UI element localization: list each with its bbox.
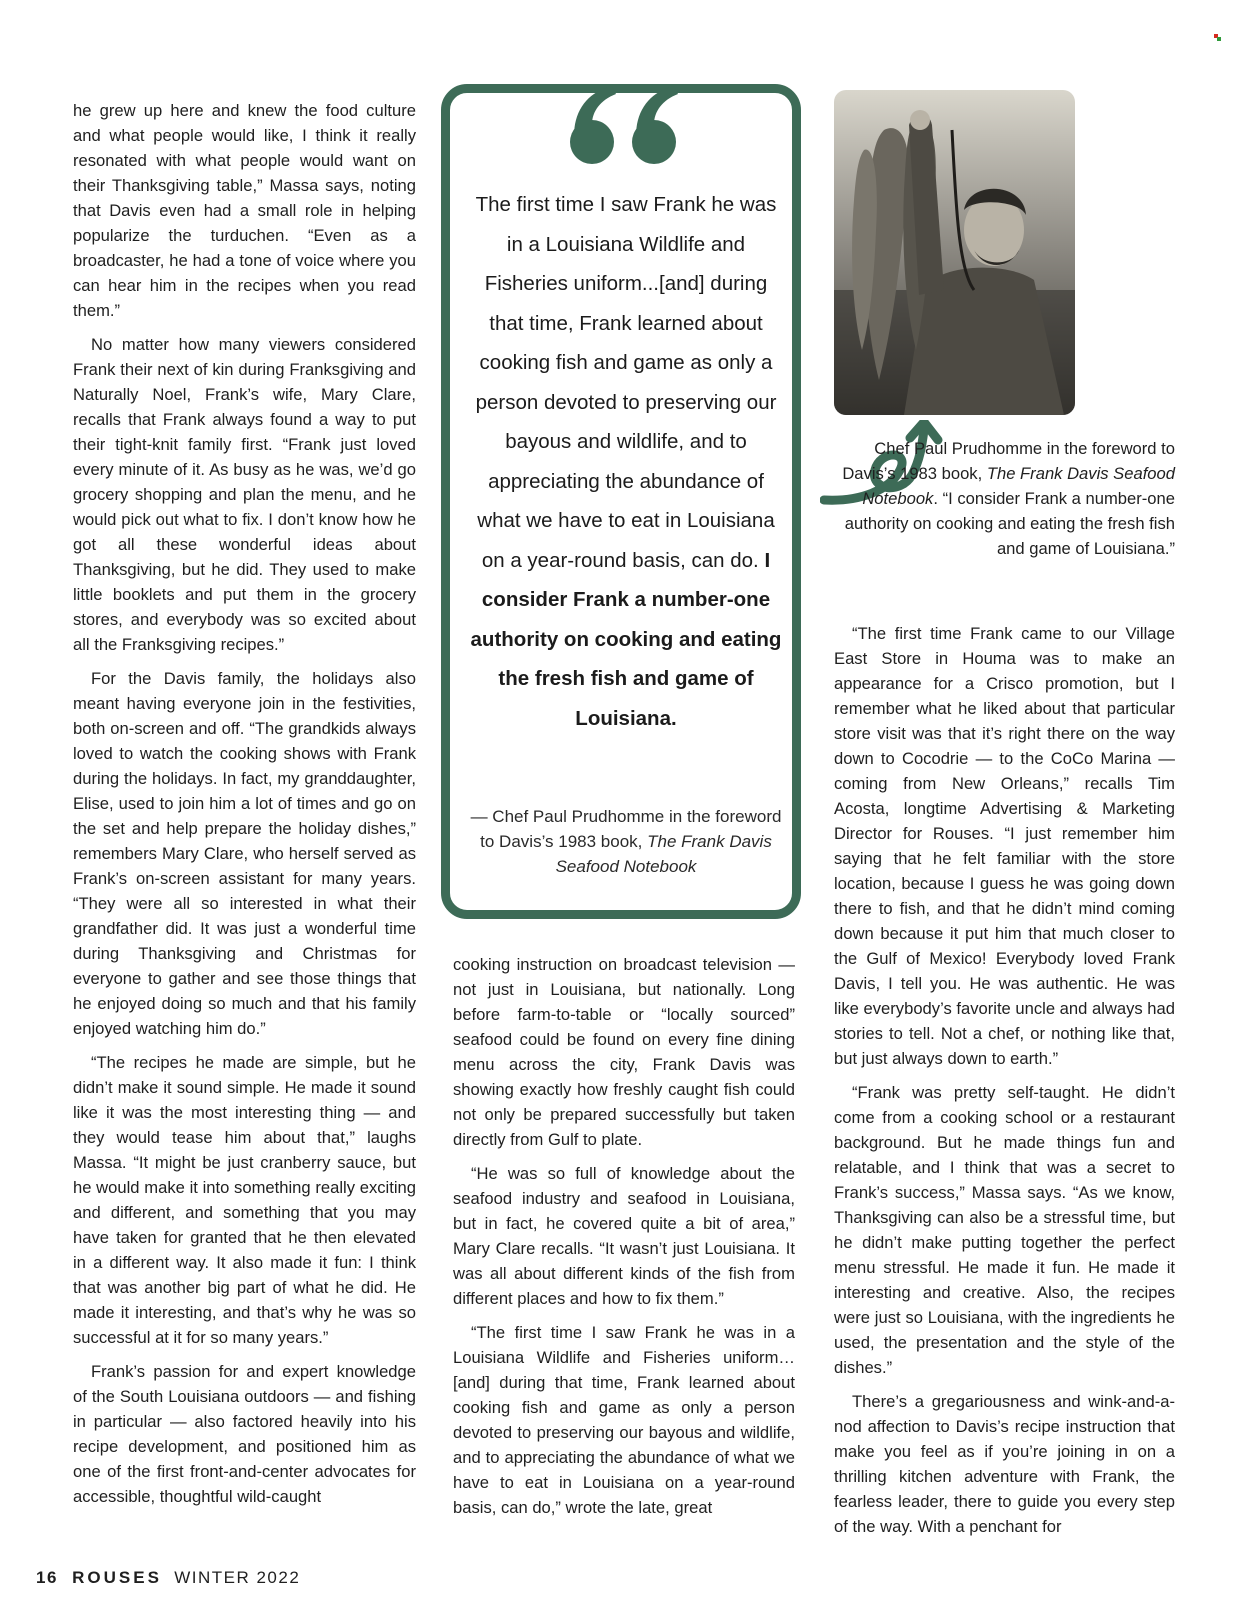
page-number: 16 <box>36 1568 58 1587</box>
caption-book-title: The Frank Davis Seafood Notebook <box>862 464 1175 508</box>
pull-quote-body: The first time I saw Frank he was in a Louisiana Wildlife and Fisheries uniform...[and] during that time, Frank learned about cooking fish and game as only a person devoted to preserving our bayous and wildlife, and to appreciating the abundance of what we have to eat in Louisiana on a year-round basis, can do. <box>475 193 777 572</box>
page-footer <box>36 1568 300 1588</box>
article-column-2 <box>453 952 795 1529</box>
paragraph: “Frank was pretty self-taught. He didn’t come from a cooking school or a restaurant background. But he made things fun and relatable, and I think that was a secret to Frank’s success,” Massa says. “As we know, Thanksgiving can also be a stressful time, but he didn’t make putting together the perfect menu stressful. He made it fun. He made it interesting and creative. Also, the recipes were just so Louisiana, with the ingredients he used, the presentation and the style of the dishes.” <box>834 1083 1175 1377</box>
paragraph: “The first time Frank came to our Village East Store in Houma was to make an appearance for a Crisco promotion, but I remember what he liked about that particular store visit was that it’s right there on the way down to Cocodrie — to the CoCo Marina — coming from New Orleans,” recalls Tim Acosta, longtime Advertising & Marketing Director for Rouses. “I just remember him saying that he felt familiar with the store location, because I guess he was going down there to fish, and that he didn’t mind coming down because it put him that much closer to the Gulf of Mexico! Everybody loved Frank Davis, I tell you. He was authentic. He was like everybody’s favorite uncle and always had stories to tell. Not a chef, or nothing like that, but just always down to earth.” <box>834 624 1175 1068</box>
paragraph: For the Davis family, the holidays also meant having everyone join in the festivities, both on-screen and off. “The grandkids always loved to watch the cooking shows with Frank during the holidays. In fact, my granddaughter, Elise, used to join him a lot of times and go on the set and help prepare the holiday dishes,” remembers Mary Clare, who herself served as Frank’s on-screen assistant for many years. “They were all so interested in what their grandfather did. It was just a wonderful time during Thanksgiving and Christmas for everyone to gather and see those things that he enjoyed doing so much and that his family enjoyed watching him do.” <box>73 669 416 1038</box>
photo-caption <box>834 436 1175 561</box>
pull-quote-text <box>466 185 786 738</box>
paragraph: No matter how many viewers considered Frank their next of kin during Franksgiving and Naturally Noel, Frank’s wife, Mary Clare, recalls that Frank always found a way to put their tight-knit family first. “Frank just loved every minute of it. As busy as he was, we’d go grocery shopping and plan the menu, and he would pick out what to fix. I don’t know how he got all these wonderful ideas about Thanksgiving, but he did. They used to make little booklets and put them in the grocery stores, and everybody was so excited about all the Franksgiving recipes.” <box>73 335 416 654</box>
frank-davis-photo <box>834 90 1075 415</box>
paragraph: cooking instruction on broadcast television — not just in Louisiana, but nationally. Long before farm-to-table or “locally sourced” seafood could be found on every fine dining menu across the city, Frank Davis was showing exactly how freshly caught fish could not only be prepared successfully but taken directly from Gulf to plate. <box>453 955 795 1149</box>
paragraph: “He was so full of knowledge about the seafood industry and seafood in Louisiana, but in fact, he covered quite a bit of area,” Mary Clare recalls. “It wasn’t just Louisiana. It was all about different kinds of the fish from different places and how to fix them.” <box>453 1164 795 1308</box>
color-mark-icon <box>1214 34 1221 41</box>
paragraph: “The first time I saw Frank he was in a Louisiana Wildlife and Fisheries uniform… [and] during that time, Frank learned about cooking fish and game as only a person devoted to preserving our bayous and wildlife, and to appreciating the abundance of what we have to eat in Louisiana on a year-round basis, can do,” wrote the late, great <box>453 1323 795 1517</box>
pull-quote-emphasis: I consider Frank a number-one authority on cooking and eating the fresh fish and game of Louisiana. <box>470 548 782 730</box>
attribution-text: — Chef Paul Prudhomme in the foreword to Davis’s 1983 book, <box>470 807 782 851</box>
caption-text: Chef Paul Prudhomme in the foreword to Davis’s 1983 book, <box>842 439 1175 483</box>
paragraph: he grew up here and knew the food culture and what people would like, I think it really resonated with what people would want on their Thanksgiving table,” Massa says, noting that Davis even had a small role in helping popularize the turduchen. “Even as a broadcaster, he had a tone of voice where you can hear him in the recipes when you read them.” <box>73 101 416 320</box>
attribution-book-title: The Frank Davis Seafood Notebook <box>555 832 772 876</box>
quote-mark-icon <box>566 84 686 166</box>
article-column-1 <box>73 98 416 1518</box>
paragraph: Frank’s passion for and expert knowledge of the South Louisiana outdoors — and fishing in particular — also factored heavily into his recipe development, and positioned him as one of the first front-and-center advocates for accessible, thoughtful wild-caught <box>73 1362 416 1506</box>
issue-label: WINTER 2022 <box>174 1568 301 1587</box>
paragraph: There’s a gregariousness and wink-and-a-nod affection to Davis’s recipe instruction that make you feel as if you’re joining in on a thrilling kitchen adventure with Frank, the fearless leader, there to guide you every step of the way. With a penchant for <box>834 1392 1175 1536</box>
pull-quote-attribution <box>470 804 782 879</box>
article-column-3 <box>834 621 1175 1548</box>
caption-quote: . “I consider Frank a number-one authority on cooking and eating the fresh fish and game of Louisiana.” <box>844 489 1175 558</box>
paragraph: “The recipes he made are simple, but he didn’t make it sound simple. He made it sound like it was the most interesting thing — and they would tease him about that,” laughs Massa. “It might be just cranberry sauce, but he would make it into something really exciting and different, and something that you may have taken for granted that he then elevated in a different way. It also made it fun: I think that was another big part of what he did. He made it interesting, and that’s why he was so successful at it for so many years.” <box>73 1053 416 1347</box>
magazine-brand: ROUSES <box>72 1568 162 1587</box>
